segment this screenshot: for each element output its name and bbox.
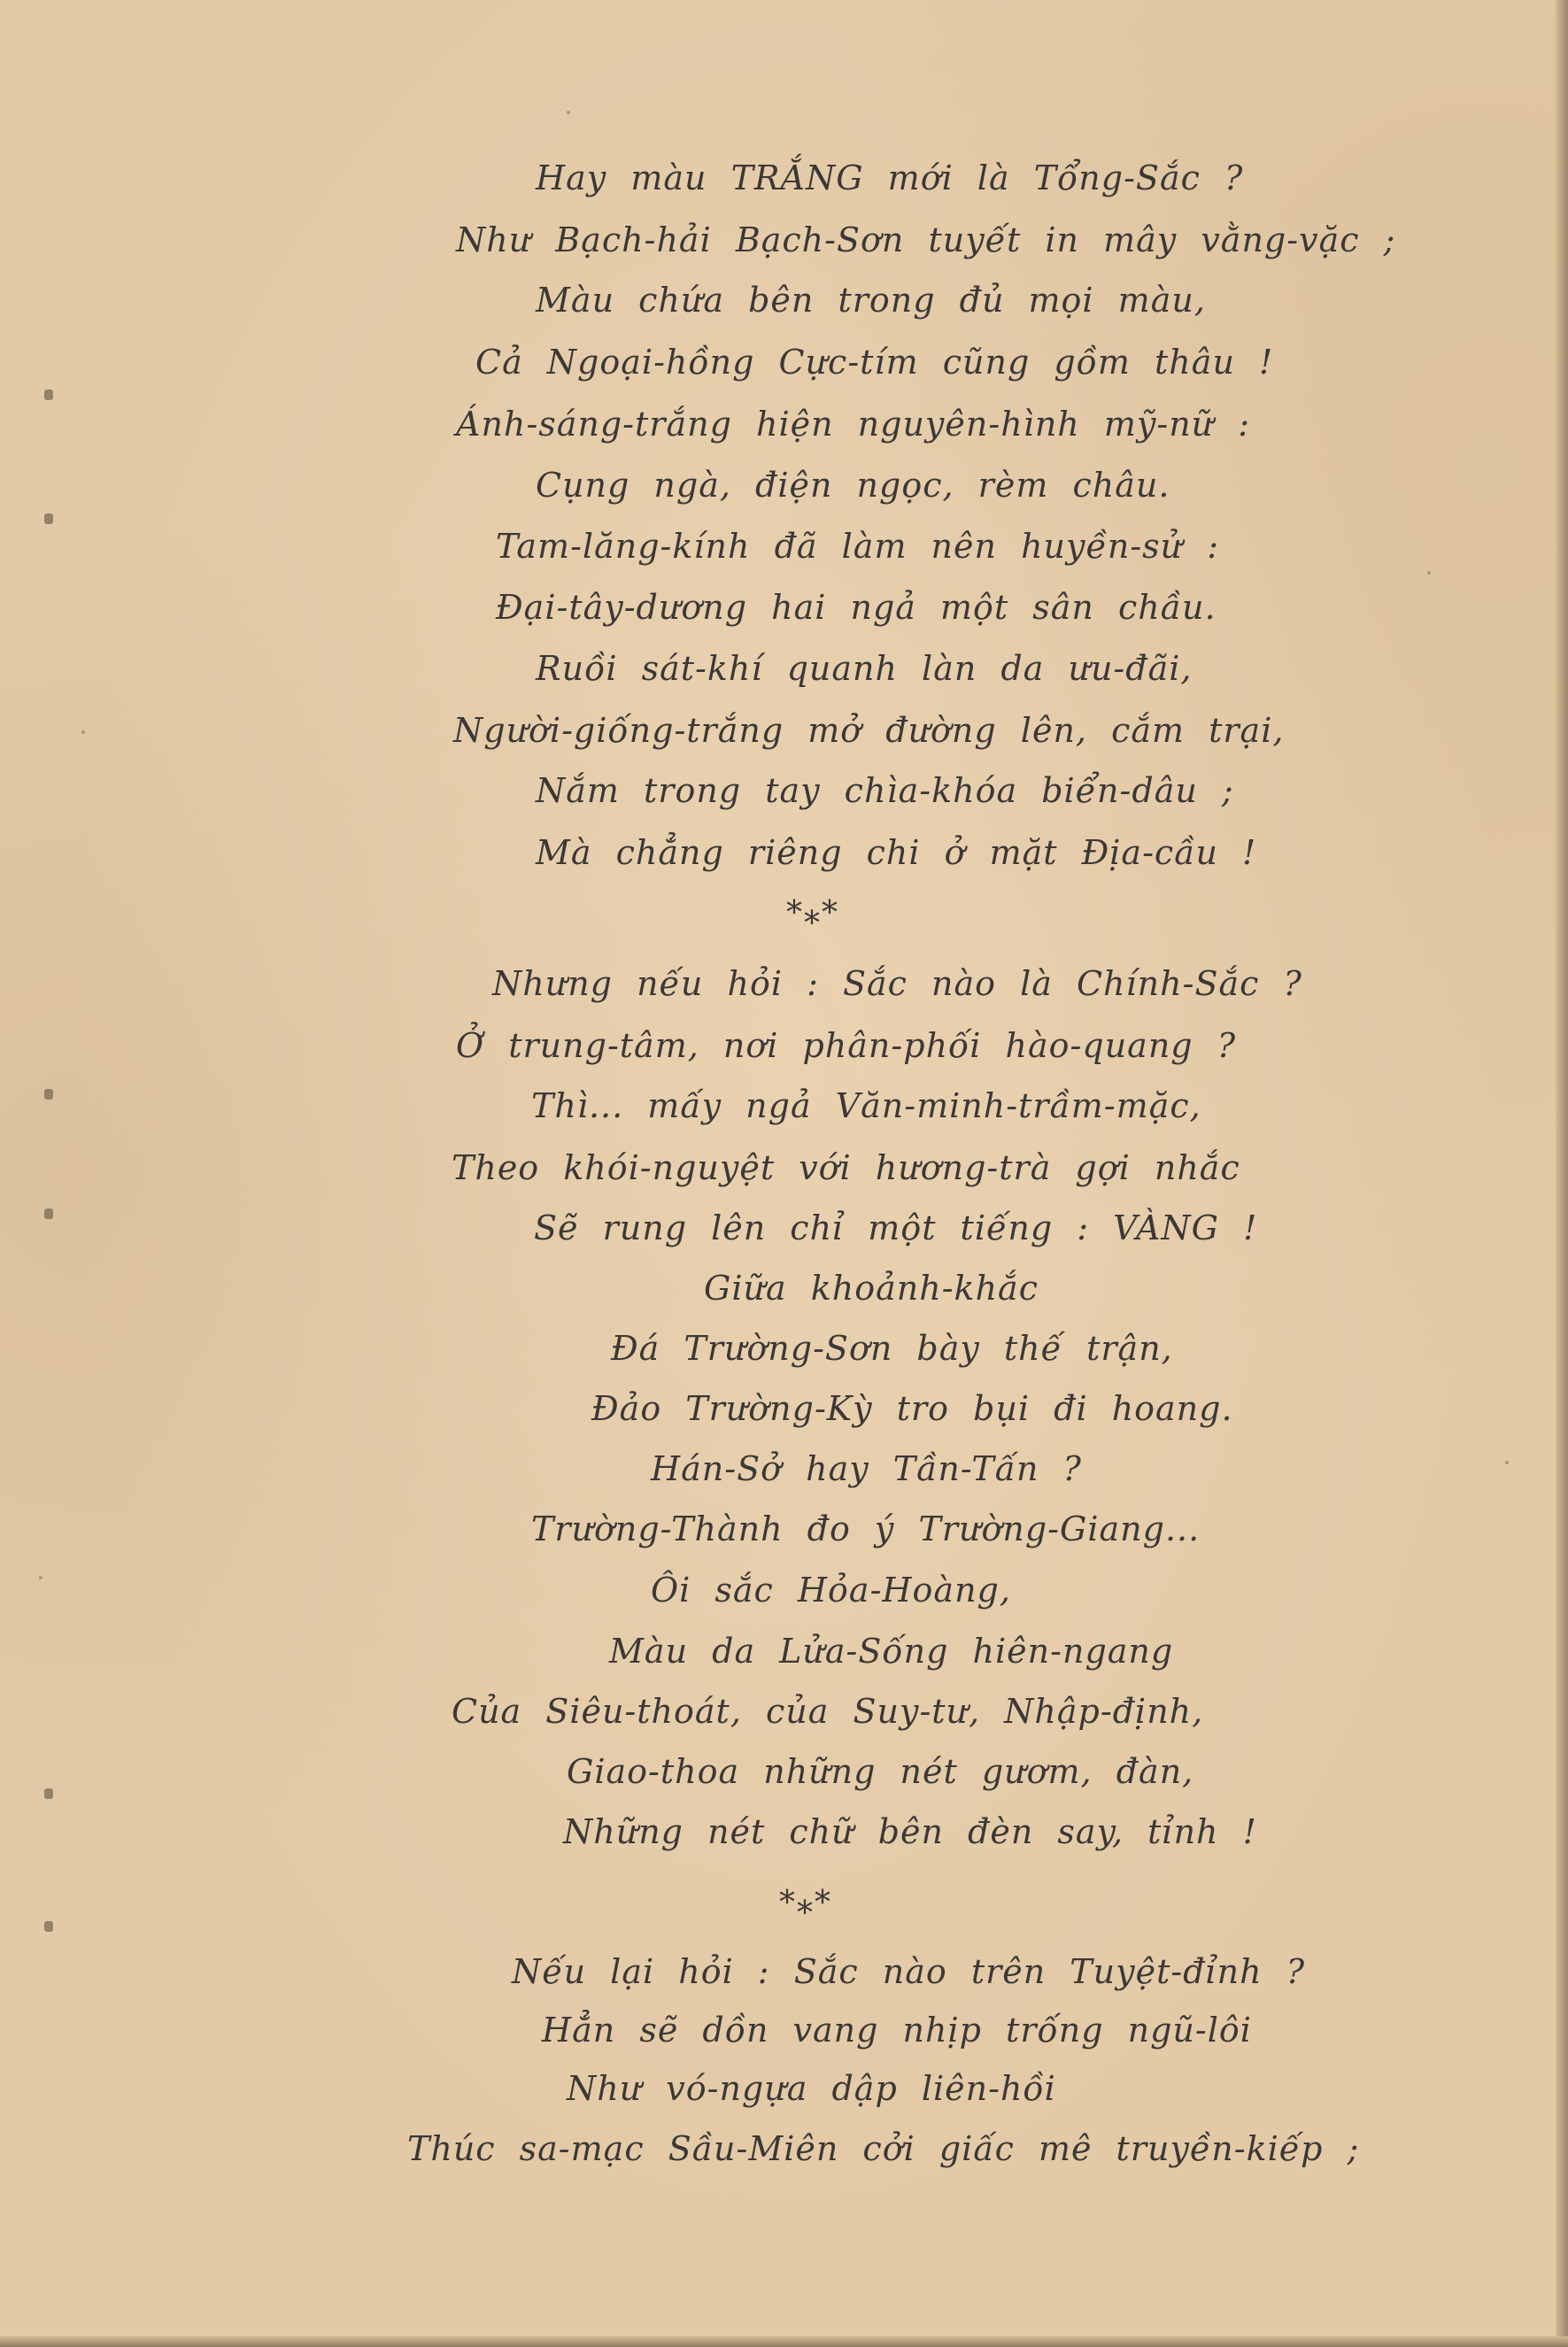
poem-line: Màu da Lửa-Sống hiên-ngang: [609, 1632, 1174, 1671]
poem-line: Nắm trong tay chìa-khóa biển-dâu ;: [536, 771, 1234, 810]
poem-line: Thúc sa-mạc Sầu-Miên cởi giấc mê truyền-kiếp ;: [407, 2129, 1360, 2168]
poem-line: Đảo Trường-Kỳ tro bụi đi hoang.: [591, 1389, 1233, 1428]
poem-line: Như vó-ngựa dập liên-hồi: [567, 2069, 1056, 2108]
poem-line: Cả Ngoại-hồng Cực-tím cũng gồm thâu !: [475, 343, 1274, 382]
poem-line: Nếu lại hỏi : Sắc nào trên Tuyệt-đỉnh ?: [512, 1952, 1306, 1991]
poem-line: Nhưng nếu hỏi : Sắc nào là Chính-Sắc ?: [492, 964, 1302, 1003]
poem-line: Ở trung-tâm, nơi phân-phối hào-quang ?: [456, 1026, 1237, 1065]
poem-line: Người-giống-trắng mở đường lên, cắm trại,: [453, 711, 1285, 750]
poem-line: Đá Trường-Sơn bày thế trận,: [611, 1329, 1173, 1368]
poem-line: Thì... mấy ngả Văn-minh-trầm-mặc,: [531, 1086, 1201, 1125]
poem-line: Hẳn sẽ dồn vang nhịp trống ngũ-lôi: [542, 2011, 1252, 2050]
poem-line: Ruồi sát-khí quanh làn da ưu-đãi,: [536, 649, 1193, 688]
poem-line: Sẽ rung lên chỉ một tiếng : VÀNG !: [534, 1208, 1258, 1247]
poem-line: Như Bạch-hải Bạch-Sơn tuyết in mây vằng-vặc ;: [456, 220, 1396, 259]
poem-line: Đại-tây-dương hai ngả một sân chầu.: [496, 588, 1217, 627]
poem-line: Cụng ngà, điện ngọc, rèm châu.: [536, 466, 1170, 505]
poem-line: Hay màu TRẮNG mới là Tổng-Sắc ?: [536, 158, 1244, 197]
poem-line: Theo khói-nguyệt với hương-trà gợi nhắc: [452, 1148, 1240, 1187]
poem-line: Những nét chữ bên đèn say, tỉnh !: [563, 1812, 1257, 1851]
poem-line: Của Siêu-thoát, của Suy-tư, Nhập-định,: [452, 1692, 1204, 1731]
stanza-separator: *⁎*: [779, 1885, 832, 1921]
poem-line: Màu chứa bên trong đủ mọi màu,: [536, 281, 1206, 320]
poem-line: Hán-Sở hay Tần-Tấn ?: [651, 1449, 1082, 1488]
poem-line: Ánh-sáng-trắng hiện nguyên-hình mỹ-nữ :: [456, 405, 1251, 444]
poem-line: Ôi sắc Hỏa-Hoàng,: [651, 1571, 1011, 1610]
poem-line: Giữa khoảnh-khắc: [704, 1269, 1039, 1308]
poem-line: Giao-thoa những nét gươm, đàn,: [567, 1752, 1194, 1791]
stanza-separator: *⁎*: [786, 895, 839, 931]
poem-line: Trường-Thành đo ý Trường-Giang...: [531, 1509, 1201, 1548]
poem-line: Mà chẳng riêng chi ở mặt Địa-cầu !: [536, 833, 1257, 872]
poem-line: Tam-lăng-kính đã làm nên huyền-sử :: [496, 527, 1220, 566]
